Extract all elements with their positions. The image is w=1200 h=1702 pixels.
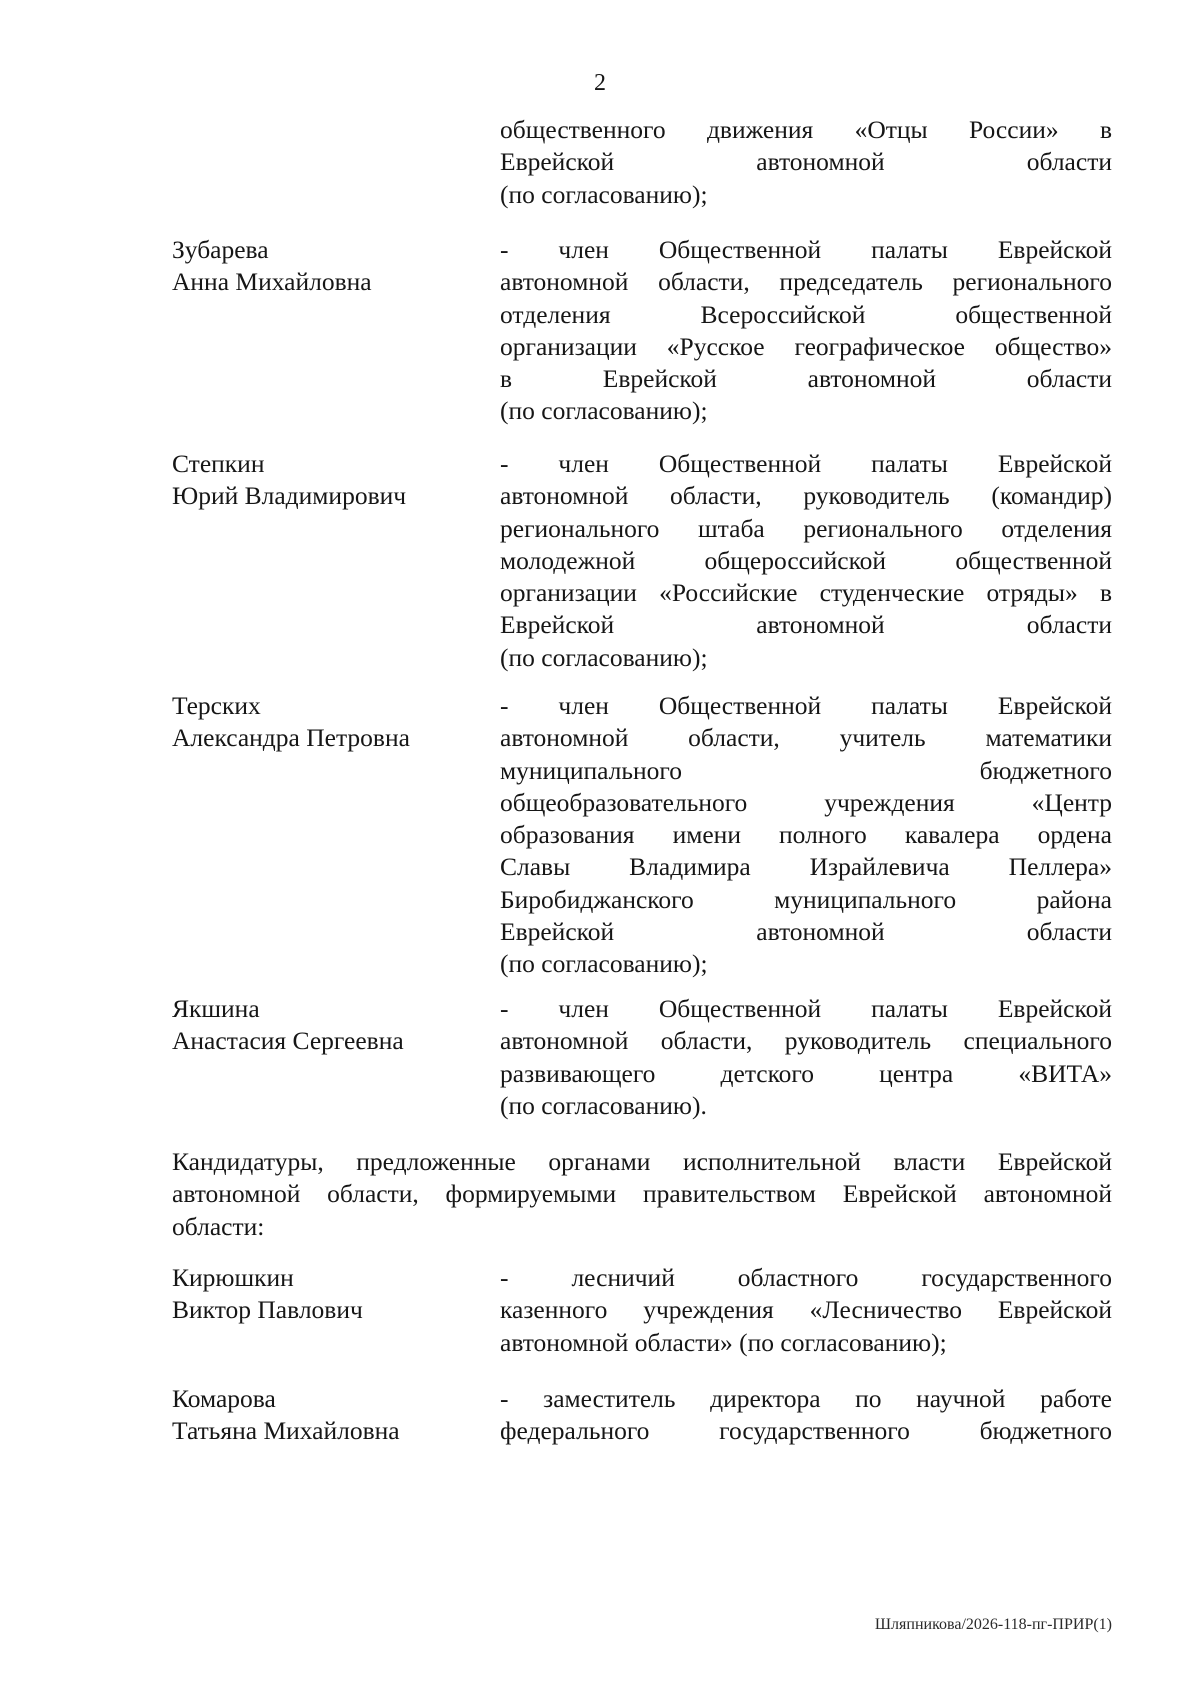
text-line: Еврейской автономной области <box>500 147 1112 177</box>
given-name: Татьяна Михайловна <box>172 1416 400 1446</box>
member-description <box>500 993 1112 1122</box>
text-line: - лесничий областного государственного <box>500 1263 1112 1292</box>
text-line: (по согласованию). <box>500 1090 707 1120</box>
page-number: 2 <box>594 70 606 96</box>
given-name: Александра Петровна <box>172 723 410 753</box>
given-name: Анастасия Сергеевна <box>172 1026 404 1056</box>
text-line: (по согласованию); <box>500 179 708 209</box>
text-line: автономной области, руководитель специального <box>500 1026 1112 1056</box>
text-line: организации «Русское географическое общество» <box>500 331 1112 361</box>
text-line: автономной области, формируемыми правительством Еврейской автономной <box>172 1179 1112 1209</box>
text-line: автономной области, учитель математики <box>500 723 1112 753</box>
text-line: молодежной общероссийской общественной <box>500 545 1112 575</box>
member-name <box>172 234 472 299</box>
continuation-text <box>500 114 1112 211</box>
text-line: (по согласованию); <box>500 642 708 672</box>
candidate-name <box>172 1383 472 1448</box>
member-name <box>172 690 472 755</box>
candidate-name <box>172 1262 472 1327</box>
text-line: федерального государственного бюджетного <box>500 1416 1112 1446</box>
text-line: автономной области» (по согласованию); <box>500 1327 947 1357</box>
text-line: Еврейской автономной области <box>500 610 1112 640</box>
member-description <box>500 690 1112 981</box>
text-line: регионального штаба регионального отделения <box>500 513 1112 543</box>
text-line: казенного учреждения «Лесничество Еврейской <box>500 1295 1112 1325</box>
text-line: - член Общественной палаты Еврейской <box>500 691 1112 720</box>
text-line: отделения Всероссийской общественной <box>500 299 1112 329</box>
text-line: общеобразовательного учреждения «Центр <box>500 787 1112 817</box>
candidate-description <box>500 1262 1112 1359</box>
text-line: общественного движения «Отцы России» в <box>500 115 1112 144</box>
text-line: области: <box>172 1211 265 1241</box>
section-heading <box>172 1146 1112 1243</box>
text-line: муниципального бюджетного <box>500 755 1112 785</box>
text-line: - член Общественной палаты Еврейской <box>500 994 1112 1023</box>
document-footer: Шляпникова/2026-118-пг-ПРИР(1) <box>874 1616 1112 1633</box>
text-line: (по согласованию); <box>500 396 708 426</box>
text-line: (по согласованию); <box>500 949 708 979</box>
member-name <box>172 993 472 1058</box>
member-description <box>500 234 1112 428</box>
text-line: в Еврейской автономной области <box>500 364 1112 394</box>
text-line: - член Общественной палаты Еврейской <box>500 235 1112 264</box>
text-line: - заместитель директора по научной работе <box>500 1384 1112 1413</box>
text-line: автономной области, руководитель (командир) <box>500 481 1112 511</box>
text-line: Биробиджанского муниципального района <box>500 884 1112 914</box>
given-name: Анна Михайловна <box>172 267 372 297</box>
member-description <box>500 448 1112 674</box>
text-line: развивающего детского центра «ВИТА» <box>500 1058 1112 1088</box>
surname: Степкин <box>172 449 265 478</box>
surname: Якшина <box>172 994 260 1023</box>
candidate-description <box>500 1383 1112 1448</box>
surname: Кирюшкин <box>172 1263 294 1292</box>
text-line: образования имени полного кавалера ордена <box>500 820 1112 850</box>
given-name: Юрий Владимирович <box>172 481 407 511</box>
surname: Терских <box>172 691 261 720</box>
surname: Зубарева <box>172 235 269 264</box>
text-line: организации «Российские студенческие отряды» в <box>500 578 1112 608</box>
text-line: Кандидатуры, предложенные органами исполнительной власти Еврейской <box>172 1147 1112 1176</box>
surname: Комарова <box>172 1384 276 1413</box>
member-name <box>172 448 472 513</box>
text-line: автономной области, председатель регионального <box>500 267 1112 297</box>
text-line: Еврейской автономной области <box>500 917 1112 947</box>
text-line: - член Общественной палаты Еврейской <box>500 449 1112 478</box>
given-name: Виктор Павлович <box>172 1295 363 1325</box>
text-line: Славы Владимира Израйлевича Пеллера» <box>500 852 1112 882</box>
